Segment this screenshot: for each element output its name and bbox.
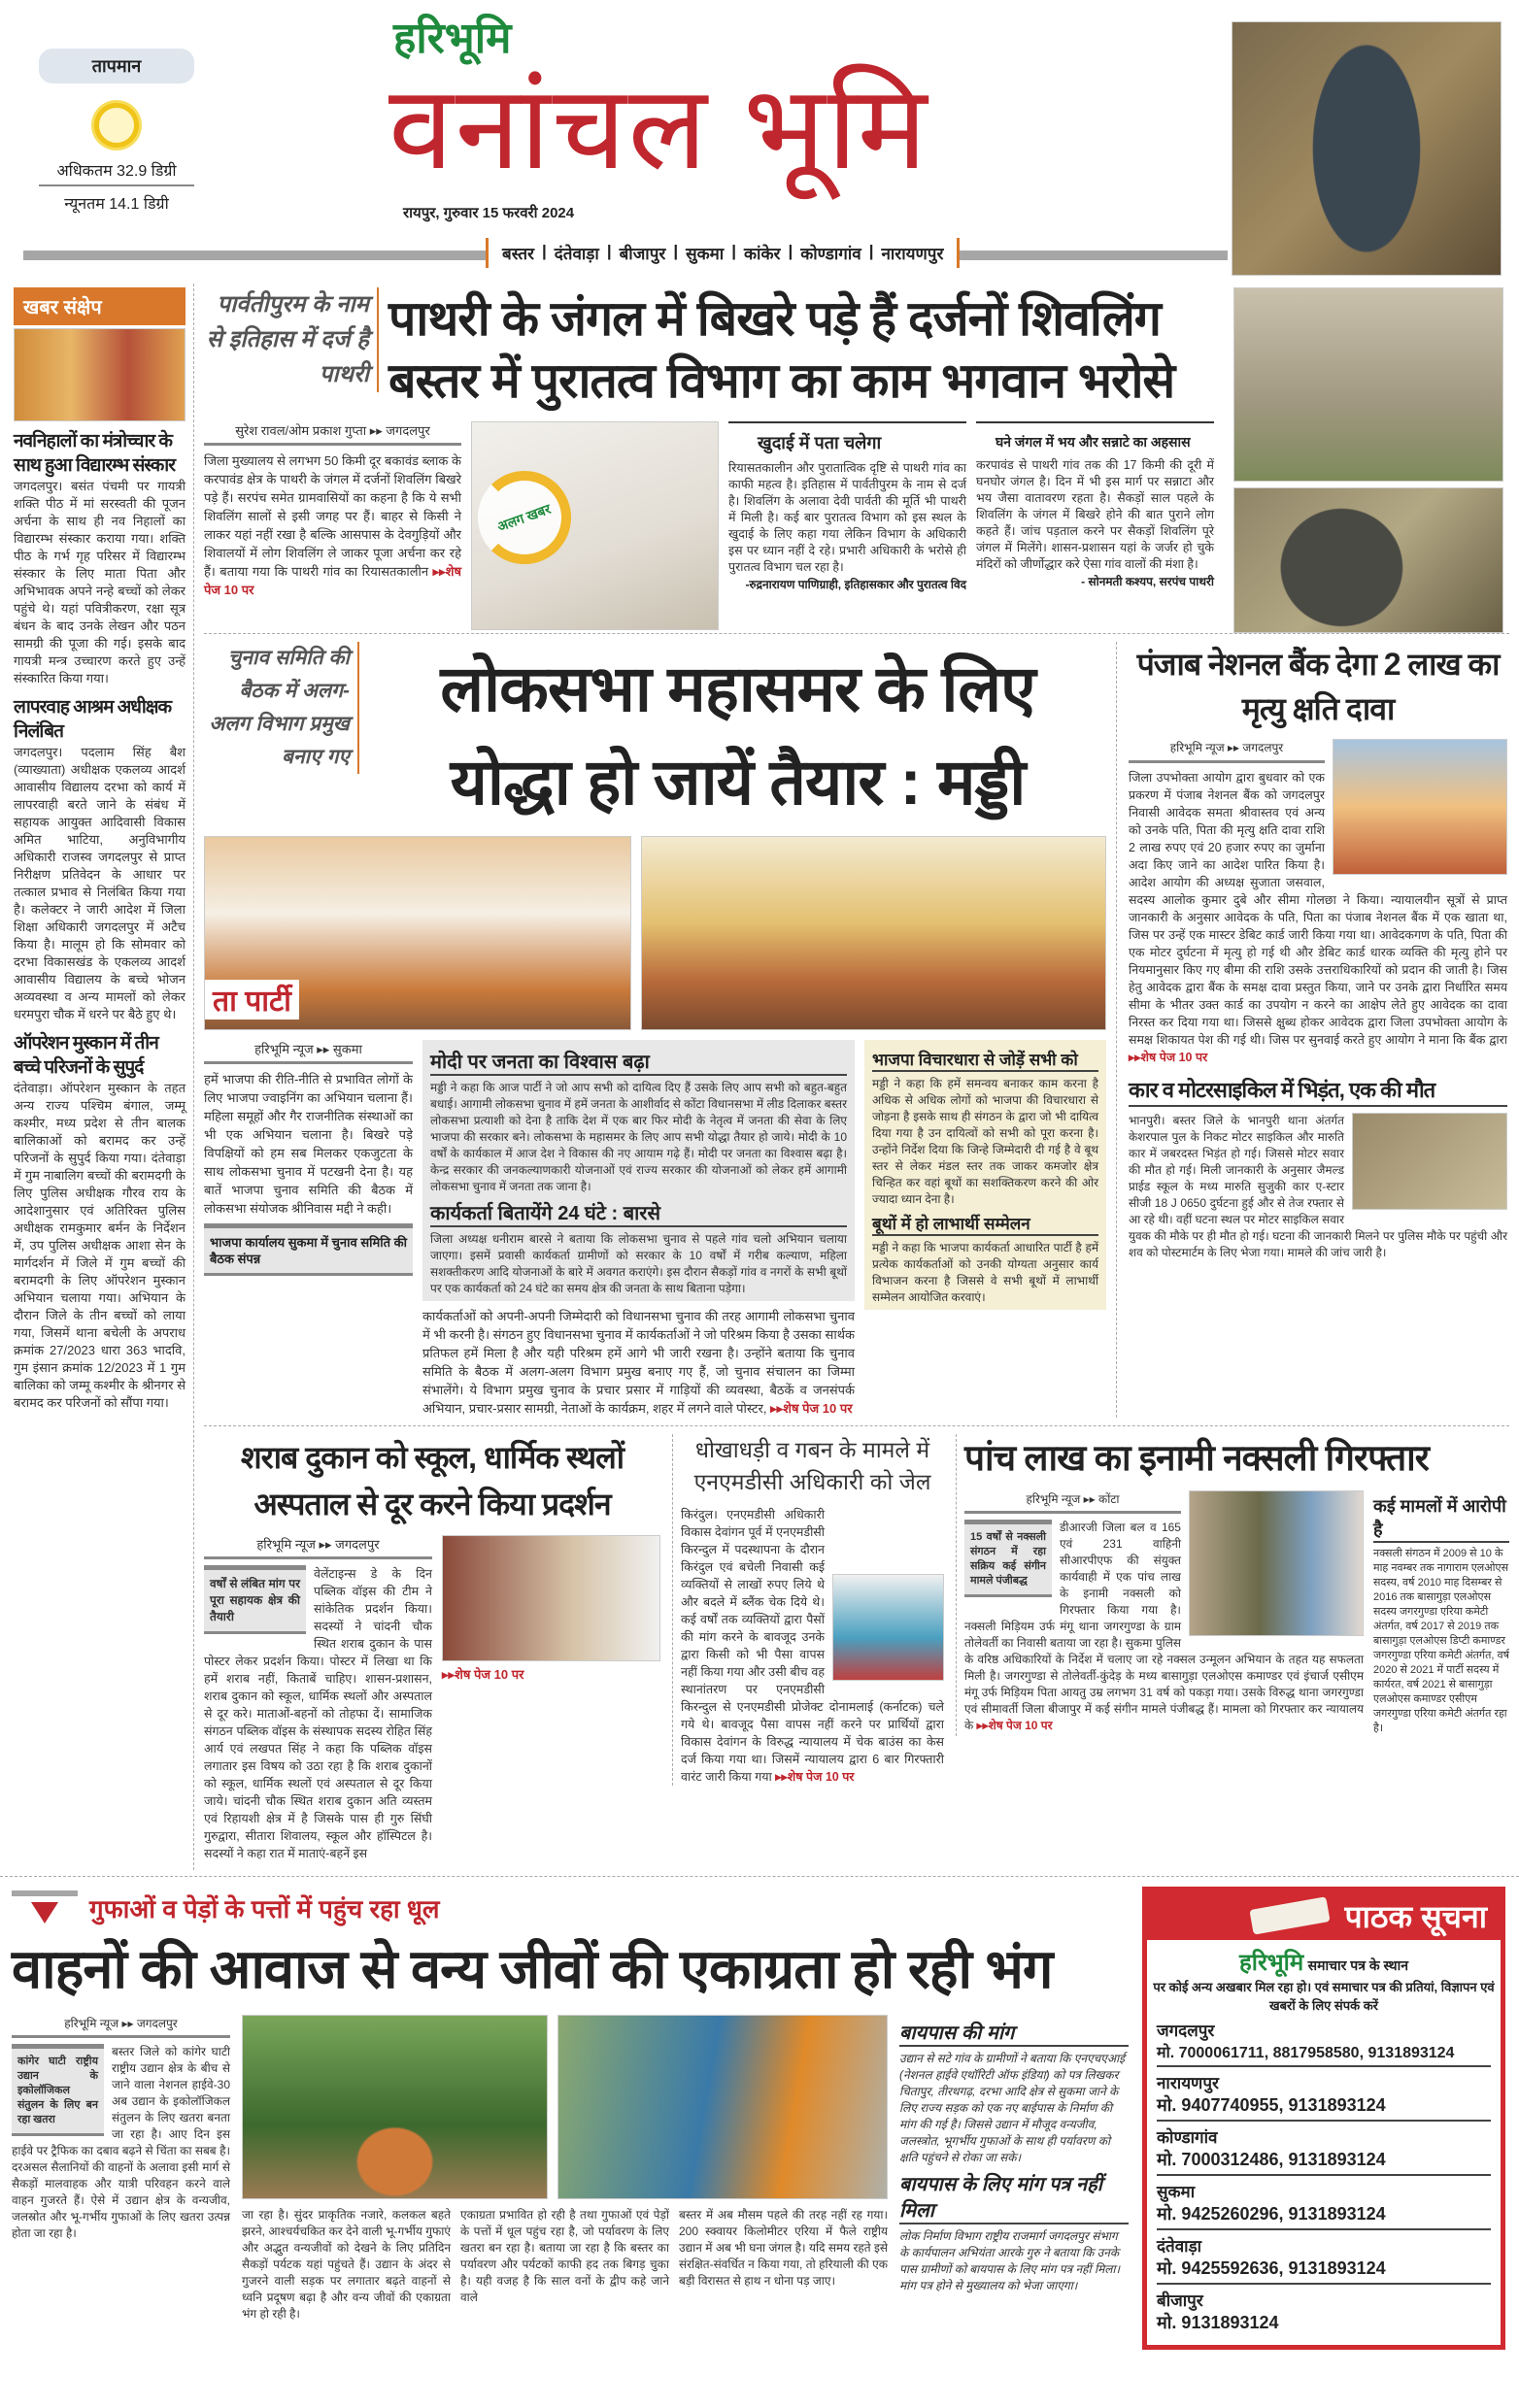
continued-link[interactable]: ▸▸शेष पेज 10 पर [442,1667,524,1682]
chevron-down-icon [31,1902,58,1923]
reader-notice-box [1142,1887,1505,2350]
box-title: कार्यकर्ता बितायेंगे 24 घंटे : बारसे [430,1199,847,1227]
story-body: भानपुरी। बस्तर जिले के भानपुरी थाना अंतर्गत केशरपाल पुल के निकट मोटर साइकिल और मारुति कार में जबरदस्त भिड़ंत हो गई। जिससे मोटर सवार की मौत हो गई। मिली जानकारी के अनुसार जैमल्ड प्राईड स्कूल के मध्य मारुति सुजुकी कार ए-स्टार सीजी 18 J 0650 दुर्घटना हुई और से तेज रफ्तार से आ रहे थी। वहीं घटना स्थल पर मोटर साइकिल सवार युवक की मौके पर ही मौत हो गई। घटना की जानकारी मिलने पर पुलिस मौके पर पहुंची और शव को पोस्टमार्टम के लिए भेजा गया। मामले की जांच जारी है। [1129,1114,1507,1259]
newspaper-icon [1250,1896,1331,1934]
officer-photo [832,1574,944,1681]
national-park-gate-photo [242,2015,548,2199]
notice-title: पाठक सूचना [1344,1898,1487,1934]
naxal-headline: पांच लाख का इनामी नक्सली गिरफ्तार [964,1438,1429,1478]
shivling-photo [1233,287,1503,482]
meeting-crowd-photo [641,836,1106,1030]
protest-photo [442,1535,660,1661]
quote-box [728,421,966,592]
box-text: लोक निर्माण विभाग राष्ट्रीय राजमार्ग जगदलपुर संभाग के कार्यपालन अभियंता आरके गुरु ने बताया कि उनके पास ग्रामीणों को बायपास के लिए मांग पत्र नहीं मिला। मांग पत्र होने से मुख्यालय को भेजा जाएगा। [899,2229,1121,2292]
box-text: नक्सली संगठन में 2009 से 10 के माह नवम्बर तक नागाराम एलओएस सदस्य, वर्ष 2010 माह दिसम्बर से 2016 तक बासागुड़ा एलओएस सदस्य जगरगुण्डा एरिया कमेटी अंतर्गत, वर्ष 2017 से 2019 तक बासागुड़ा एलओएस डिप्टी कमाण्डर जगरगुण्डा एरिया कमेटी अंतर्गत, वर्ष 2020 से 2021 में पार्टी सदस्य में कार्यरत, वर्ष 2021 से बासागुड़ा एलओएस कमाण्डर एसीएम जगरगुण्डा एरिया कमेटी अंतर्गत रहा है। [1373,1548,1509,1734]
contact-phone[interactable]: मो. 9407740955, 9131893124 [1157,2093,1491,2122]
story-body: जगदलपुर। बसंत पंचमी पर गायत्री शक्ति पीठ में मां सरस्वती की पूजन अर्चना के साथ ही नव निहालों का विद्यारम्भ संस्कार कराया गया। शक्ति पीठ के गर्भ गृह परिसर में विद्यारम्भ संस्कार के लिए माता पिता और अभिभावक अपने नन्हे बच्चों को लेकर पहुंचे थे। यहां पवित्रीकरण, रक्षा सूत्र बंधन के बाद उनके लेखन और पठन सामग्री की पूजा की गई। इसके बाद गायत्री मन्त्र उच्चारण करते हुए उन्हें संस्कारित किया गया। [14,479,186,686]
highway-trucks-photo [557,2015,888,2199]
story-body: जिला मुख्यालय से लगभग 50 किमी दूर बकावंड ब्लाक के करपावंड क्षेत्र के पाथरी के जंगल में दर्जनों शिवलिंग बिखरे पड़े हैं। सरपंच समेत ग्रामवासियों का कहना है कि ये सभी शिवलिंग सालों से इसी जगह पर हैं। बाहर से किसी ने लाकर यहां नहीं रखा है बल्कि आसपास के देवगुड़ियों और शिवालयों में लोग शिवलिंग ले जाकर पूजा अर्चना कर रहे हैं। बताया गया कि पाथरी गांव का रियासतकालीन [204,453,461,579]
box-title: बायपास की मांग [899,2019,1129,2047]
masthead-title: वनांचल भूमि [388,63,929,193]
lead-headline-1: लोकसभा महासमर के लिए [440,652,1035,724]
masthead [0,0,1519,284]
story-body: डीआरजी जिला बल व 165 एवं 231 वाहिनी सीआरपीएफ की संयुक्त कार्यवाही में एक पांच लाख के इनामी नक्सली को गिरफ्तार किया गया है। नक्सली मिड़ियम उर्फ मंगू थाना जगरगुण्डा के ग्राम तोलेवर्ती का निवासी बताया जा रहा है। सुकमा पुलिस के वरिष्ठ अधिकारियों के निर्देश में चलाए जा रहे नक्सल उन्मूलन अभियान के तहत यह सफलता मिली है। जगरगुण्डा से तोलेवर्ती-कुंदेड़ के मध्य बासागुड़ा एलओएस कमाण्डर एवं इंचार्ज एसीएम मंगू उर्फ मिड़ियम पिता आयतु उम्र लगभग 31 वर्ष को पकड़ा गया। उसके विरुद्ध थाना जगरगुण्डा एवं सीमावर्ती जिला बीजापुर में कई संगीन मामले पंजीबद्ध हैं। मामला को गिरफ्तार कर न्यायालय के [964,1521,1364,1732]
box-title: कई मामलों में आरोपी है [1373,1494,1509,1543]
story-body: एकाग्रता प्रभावित हो रही है तथा गुफाओं एवं पेड़ों के पत्तों में धूल पहुंच रहा है, जो पर्यावरण के लिए खतरा बन रहा है। बताया जा रहा है कि बस्तर का पर्यावरण और पर्यटकों काफी हद तक बिगड़ चुका है। यही वजह है कि साल वनों के द्वीप कहे जाने वाले [460,2208,669,2304]
notice-intro: पर कोई अन्य अखबार मिल रहा हो। एवं समाचार पत्र की प्रतियां, विज्ञापन एवं खबरों के लिए संपर्क करें [1153,1980,1495,2013]
contact-city: कोण्डागांव [1157,2128,1218,2147]
story-body: बस्तर में अब मौसम पहले की तरह नहीं रह गया। 200 स्क्वायर किलोमीटर एरिया में फैले राष्ट्रीय उद्यान में अब भी घना जंगल है। यदि समय रहते इसे संरक्षित-संवर्धित न किया गया, तो हरियाली की एक बड़ी विरासत से हाथ न धोना पड़ जाए। [679,2208,888,2288]
nmdc-headline: धोखाधड़ी व गबन के मामले में एनएमडीसी अधिकारी को जेल [693,1437,931,1494]
district-link[interactable]: बस्तर [502,245,534,263]
district-link[interactable]: बीजापुर [619,245,666,263]
highlight-box: कांगेर घाटी राष्ट्रीय उद्यान के इकोलॉजिकल संतुलन के लिए बन रहा खतरा [12,2044,104,2136]
accident-photo [1352,1113,1507,1210]
quote-text: रियासतकालीन और पुरातात्विक दृष्टि से पाथरी गांव का काफी महत्व है। इतिहास में पार्वतीपुरम के नाम से दर्ज है। शिवलिंग के अलावा देवी पार्वती की मूर्ति भी पाथरी में मिली है। कई बार पुरातत्व विभाग को इस स्थल के खुदाई के लिए कहा गया लेकिन विभाग के अधिकारी इस पर ध्यान नहीं दे रहे। प्रभारी अधिकारी के भरोसे ही पुरातत्व विभाग चल रहा है। [728,461,966,574]
story-photo [14,328,186,421]
contact-phone[interactable]: मो. 7000312486, 9131893124 [1157,2148,1491,2176]
photo-caption: ता पार्टी [205,980,299,1020]
highlight-box: 15 वर्षों से नक्सली संगठन में रहा सक्रिय कई संगीन मामले पंजीबद्ध [964,1520,1052,1597]
arrested-naxal-photo [1189,1490,1364,1636]
notice-brand: हरिभूमि [1239,1950,1304,1976]
byline: हरिभूमि न्यूज ▸▸ कोंटा [964,1490,1181,1514]
byline: हरिभूमि न्यूज ▸▸ जगदलपुर [1129,739,1325,763]
quote-author: - सोनमती कश्यप, सरपंच पाथरी [1081,575,1214,588]
story-headline: ऑपरेशन मुस्कान में तीन बच्चे परिजनों के सुपुर्द [14,1033,158,1078]
box-text: जिला अध्यक्ष धनीराम बारसे ने बताया कि लोकसभा चुनाव से पहले गांव चलो अभियान चलाया जाएगा। इसमें प्रवासी कार्यकर्ता ग्रामीणों को सरकार के 10 वर्षों में गरीब कल्याण, महिला सशक्तीकरण आदि योजनाओं के बारे में अवगत कराएंगे। इस दौरान सैकड़ों गांव व नगरों के सभी बूथों पर एक कार्यकर्ता को 24 घंटे का समय क्षेत्र की जनता के साथ बिताना पड़ेगा। [430,1232,847,1295]
quote-title: खुदाई में पता चलेगा [728,421,966,460]
district-link[interactable]: सुकमा [686,245,725,263]
contact-city: जगदलपुर [1157,2022,1215,2040]
highlight-box: भाजपा कार्यालय सुकमा में चुनाव समिति की बैठक संपन्न [204,1223,413,1276]
shivling-photo [1233,487,1503,633]
story-headline: नवनिहालों का मंत्रोच्चार के साथ हुआ विद्यारम्भ संस्कार [14,431,175,476]
contact-city: नारायणपुर [1157,2074,1219,2092]
continued-link[interactable]: ▸▸शेष पेज 10 पर [770,1401,853,1416]
district-link[interactable]: नारायणपुर [881,245,944,263]
lead-side-note: चुनाव समिति की बैठक में अलग-अलग विभाग प्रमुख बनाए गए [204,642,359,774]
liquor-headline: शराब दुकान को स्कूल, धार्मिक स्थलों अस्पताल से दूर करने किया प्रदर्शन [240,1440,624,1522]
quote-title: घने जंगल में भय और सन्नाटे का अहसास [976,421,1214,457]
story-body: जगदलपुर। पदलाम सिंह बैश (व्याख्याता) अधीक्षक एकलव्य आदर्श आवासीय विद्यालय दरभा को कार्य में लापरवाही बरते जाने के संबंध में सहायक आयुक्त आदिवासी विकास अमित भाटिया, अनुविभागीय अधिकारी राजस्व जगदलपुर से प्राप्त निरीक्षण प्रतिवेदन के आधार पर तत्काल प्रभाव से निलंबित किया गया है। कलेक्टर ने जारी आदेश में जिला शिक्षा अधिकारी जगदलपुर में अटैच किया है। मालूम हो कि सोमवार को दरभा विकासखंड के एकलव्य आदर्श आवासीय विद्यालय के बच्चे भोजन अव्यवस्था व अन्य मामलों को लेकर धरमपुरा चौक में धरने पर बैठे हुए थे। [14,745,186,1021]
sun-icon [94,103,139,148]
story-body: दंतेवाड़ा। ऑपरेशन मुस्कान के तहत अन्य राज्य पश्चिम बंगाल, जम्मू कश्मीर, मध्य प्रदेश से तीन बालक बालिकाओं को बरामद कर उन्हें परिजनों के सुपुर्द किया गया। दंतेवाड़ा में गुम नाबालिग बच्चों की बरामदगी के लिए पुलिस अधीक्षक गौरव राय के आदेशानुसार एवं अतिरिक्त पुलिस अधीक्षक रामकुमार बर्मन के निर्देशन में, उप पुलिस अधीक्षक आशा सेन के मार्गदर्शन में जिले में गुम बच्चों की बरामदगी के लिए ऑपरेशन मुस्कान अभियान चलाया गया। अभियान के दौरान जिले के तीन बच्चों को लाया गया, जिसमें थाना बचेली के अपराध क्रमांक 27/2023 धारा 363 भादवि, गुम इंसान क्रमांक 12/2023 में 1 गुम बालिका को जम्मू कश्मीर के श्रीनगर से बरामद कर परिजनों को सौंपा गया। [14,1081,186,1410]
consumer-court-photo [1333,739,1507,875]
box-text: मड्डी ने कहा कि आज पार्टी ने जो आप सभी को दायित्व दिए हैं उसके लिए आप सभी को बहुत-बहुत बधाई। आगामी लोकसभा चुनाव में हमें जनता के आशीर्वाद से कोंटा विधानसभा में लीड दिलाकर बस्तर लोकसभा प्रत्याशी को देना है ताकि देश में एक बार फिर मोदी के नेतृत्व में जनता की सेवा के लिए भाजपा की सरकार बने। लोकसभा के महासमर के लिए आप सभी योद्धा तैयार हो जाये। मोदी के 10 वर्षों के कार्यकाल में आज देश ने विकास की नए आयाम गढ़े हैं। मोदी पर जनता का विश्वास बढ़ा है। केन्द्र सरकार की जनकल्याणकारी योजनाओं एवं राज्य सरकार की योजनाओं को लेकर हमें आगामी लोकसभा चुनाव में जनता तक जाना है। [430,1081,847,1193]
quote-box [976,421,1214,589]
contact-city: बीजापुर [1157,2291,1203,2310]
story-headline: लापरवाह आश्रम अधीक्षक निलंबित [14,697,172,742]
byline: हरिभूमि न्यूज ▸▸ जगदलपुर [204,1535,432,1559]
top-headline-1: पाथरी के जंगल में बिखरे पड़े हैं दर्जनों शिवलिंग [388,291,1161,346]
contact-city: सुकमा [1157,2183,1196,2201]
alag-khabar-stamp [478,471,571,564]
top-headline-2: बस्तर में पुरातत्व विभाग का काम भगवान भरोसे [388,353,1175,408]
contact-city: दंतेवाड़ा [1157,2237,1202,2256]
highlight-box: वर्षों से लंबित मांग पर पूरा सहायक क्षेत्र की तैयारी [204,1565,306,1634]
continued-link[interactable]: ▸▸शेष पेज 10 पर [976,1719,1053,1732]
contact-phone[interactable]: मो. 7000061711, 8817958580, 9131893124 [1157,2041,1491,2067]
max-temp: अधिकतम 32.9 डिग्री [39,159,194,186]
accident-headline: कार व मोटरसाइकिल में भिड़ंत, एक की मौत [1129,1076,1507,1107]
box-title: बायपास के लिए मांग पत्र नहीं मिला [899,2170,1129,2224]
left-column [14,284,194,1870]
stamp-text: अलग खबर [495,500,554,534]
story-body: जा रहा है। सुंदर प्राकृतिक नजारे, कलकल बहते झरने, आश्चर्यचकित कर देने वाली भू-गर्भीय गुफाएं और अद्भुत वन्यजीवों को देखने के लिए प्रतिदिन सैकड़ों पर्यटक यहां पहुंचते हैं। उद्यान के अंदर से गुजरने वाली सड़क पर लगातार बढ़ते वाहनों से ध्वनि प्रदूषण बढ़ा है और वन्य जीवों की एकाग्रता भंग हो रही है। [242,2208,451,2321]
meeting-photo [204,836,631,1030]
down-arrow-icon [12,1890,78,1896]
story-body: जिला उपभोक्ता आयोग द्वारा बुधवार को एक प्रकरण में पंजाब नेशनल बैंक को जगदलपुर निवासी आवेदक समता श्रीवास्तव एवं अन्य को उनके पति, पिता की मृत्यु क्षति दावा राशि 2 लाख रुपए एवं 20 हजार रुपए का जुर्माना अदा किए जाने का आदेश पारित किया है। आदेश आयोग की अध्यक्ष सुजाता जसवाल, सदस्य आलोक कुमार दुबे और सीमा गोलछा ने किया। न्यायालयीन सूत्रों से प्राप्त जानकारी के अनुसार आवेदक के पति, पिता का पंजाब नेशनल बैंक में एक खाता था, जिस पर उन्हें एक मास्टर डेबिट कार्ड जारी किया गया था। आवेदकगण के पति, पिता की एक मोटर दुर्घटना में मृत्यु हो गई थी और डेबिट कार्ड धारक व्यक्ति की मृत्यु होने पर नियमानुसार किए गए बीमा की राशि उसके उत्तराधिकारियों को प्रदान की जाती है। जिस हेतु आवेदक द्वारा बैंक के समक्ष दावा प्रस्तुत किया, जाने पर उनके द्वारा निर्धारित समय सीमा के भीतर उक्त कार्ड का उपयोग न करने का आक्षेप लेते हुए आवेदक का दावा निरस्त कर दिया गया था। जिससे क्षुब्ध होकर आवेदक द्वारा जिला उपभोक्ता आयोग के समक्ष शिकायत पेश की गई थी। जिस पर सुनवाई करते हुए आयोग ने माना कि बैंक द्वारा [1129,771,1507,1047]
top-side-note: पार्वतीपुरम के नाम से इतिहास में दर्ज है पाथरी [204,287,379,392]
shivling-room-photo [471,421,719,630]
quote-author: -रुद्रनारायण पाणिग्राही, इतिहासकार और पुरातत्व विद [745,578,966,591]
box-text: मड्डी ने कहा कि हमें समन्वय बनाकर काम करना है अधिक से अधिक लोगों को भाजपा की विचारधारा से जोड़ना है इसके साथ ही संगठन के द्वारा जो भी दायित्व दिया गया है उन दायित्वों को सभी को पूरा करना है। उन्होंने निर्देश दिया कि जिन्हे जिम्मेदारी दी गई है वे बूथ स्तर से लेकर मंडल स्तर तक जाकर कमजोर क्षेत्र चिन्हित कर वहां बूथों का सशक्तिकरण करने की ओर ज्यादा ध्यान देना है। [872,1077,1098,1206]
notice-intro: समाचार पत्र के स्थान [1307,1957,1408,1973]
continued-link[interactable]: ▸▸शेष पेज 10 पर [1129,1051,1208,1064]
shivling-photo [1232,21,1502,276]
box-text: मड्डी ने कहा कि भाजपा कार्यकर्ता आधारित पार्टी है हमें प्रत्येक कार्यकर्ताओं को उनकी योग्यता अनुसार कार्य विभाजन करना है जिससे वे सभी बूथों में लाभार्थी सम्मेलन आयोजित करवाएं। [872,1241,1098,1304]
story-body: कार्यकर्ताओं को अपनी-अपनी जिम्मेदारी को विधानसभा चुनाव की तरह आगामी लोकसभा चुनाव में भी करनी है। संगठन हुए विधानसभा चुनाव में कार्यकर्ताओं ने जो परिश्रम किया है उसका सार्थक प्रतिफल हमें मिला है और यही परिश्रम हमें आगे भी जारी रखना है। उन्होंने बताया कि चुनाव समिति के बैठक में अलग-अलग विभाग प्रमुख बनाए गए हैं, जो चुनाव संचालन का जिम्मा संभालेंगे। ये विभाग प्रमुख चुनाव के प्रचार प्रसार में गाड़ियों की व्यवस्था, बैठकें व जनसंपर्क अभियान, प्रचार-प्रसार सामग्री, नेताओं के कार्यक्रम, शहर में लगने वाले पोस्टर, [422,1309,855,1416]
weather-box [39,49,194,214]
district-link[interactable]: कोण्डागांव [800,245,861,263]
byline: हरिभूमि न्यूज ▸▸ जगदलपुर [12,2015,230,2038]
story-body: वेलेंटाइन्स डे के दिन पब्लिक वॉइस की टीम ने सांकेतिक प्रदर्शन किया। सदस्यों ने चांदनी चौक स्थित शराब दुकान के पास पोस्टर लेकर प्रदर्शन किया। पोस्टर में लिखा था कि हमें शराब नहीं, किताबें चाहिए। शासन-प्रशासन, शराब दुकान को स्कूल, धार्मिक स्थलों और अस्पताल से दूर करे। माताओं-बहनों को तोहफा दें। सामाजिक संगठन पब्लिक वॉइस के संस्थापक सदस्य रोहित सिंह आर्य एवं लखपत सिंह ने कहा कि पब्लिक वॉइस लगातार इस विषय को उठा रहा है कि शराब दुकानों को स्कूल, धार्मिक स्थलों एवं अस्पताल से दूर किया जाये। चांदनी चौक स्थित शराब दुकान अति व्यस्तम एवं रिहायशी क्षेत्र में है जिसके पास ही गुरु सिंघी गुरुद्वारा, सीतारा शिवालय, स्कूल और हॉस्पिटल है। सदस्यों ने कहा रात में माताएं-बहनें इस [204,1567,432,1860]
byline: सुरेश रावल/ओम प्रकाश गुप्ता ▸▸ जगदलपुर [204,421,461,446]
dateline: रायपुर, गुरुवार 15 फरवरी 2024 [403,204,580,223]
lead-headline-2: योद्धा हो जायें तैयार : मड्डी [450,746,1026,818]
quote-text: करपावंड से पाथरी गांव तक की 17 किमी की दूरी में घनघोर जंगल है। दिन में भी इस मार्ग पर सन्नाटा और भय जैसा वातावरण रहता है। सैकड़ों साल पहले के शिवलिंग के जंगल में बिखरे होने की बात पुराने लोग कहते हैं। जांच पड़ताल करने पर सैकड़ों शिवलिंग पूरे जंगल में मिलेंगे। शासन-प्रशासन यहां के जर्जर हो चुके मंदिरों को जीर्णोद्धार करे ऐसा गांव वालों की मंशा है। [976,458,1214,571]
story-body: हमें भाजपा की रीति-नीति से प्रभावित लोगों के लिए भाजपा ज्वाइनिंग का अभियान चलाना हैं। महिला समूहों और गैर राजनीतिक संस्थाओं का भी एक अभियान चलाना है। बिखरे पड़े विपक्षियों को हम सब मिलकर एकजुटता के साथ लोकसभा चुनाव में पटखनी देना है। यह बातें भाजपा चुनाव समिति की बैठक में लोकसभा संयोजक श्रीनिवास मद्दी ने कही। [204,1072,413,1216]
district-bar: बस्तर | दंतेवाड़ा | बीजापुर | सुकमा | कांकेर | कोण्डागांव | नारायणपुर [486,238,960,268]
continued-link[interactable]: ▸▸शेष पेज 10 पर [775,1770,855,1784]
district-link[interactable]: दंतेवाड़ा [554,245,599,263]
min-temp: न्यूनतम 14.1 डिग्री [64,196,169,213]
box-title: मोदी पर जनता का विश्वास बढ़ा [430,1048,847,1076]
story-body: किरंदुल। एनएमडीसी अधिकारी विकास देवांगन पूर्व में एनएमडीसी किरन्दुल में पदस्थापना के दौरान किरंदुल एवं बचेली निवासी कई व्यक्तियों से लाखों रुपए लिये थे और बदले में ब्लैंक चेक दिये थे। कई वर्षों तक व्यक्तियों द्वारा पैसों की मांग करने के बावजूद उनके द्वारा किसी को भी पैसा वापस नहीं किया गया और उसी बीच वह स्थानांतरण पर एनएमडीसी किरन्दुल से एनएमडीसी प्रोजेक्ट दोनामलाई (कर्नाटक) चले गये थे। बावजूद पैसा वापस नहीं करने पर प्रार्थियों द्वारा विकास देवांगन के विरुद्ध न्यायालय में चेक बाउंस का केस दर्ज किया गया था। जिसमें न्यायालय द्वारा 6 बार गिरफ्तारी वारंट जारी किया गया [681,1508,944,1784]
box-text: उद्यान से सटे गांव के ग्रामीणों ने बताया कि एनएचएआई (नेशनल हाईवे एथॉरिटी ऑफ इंडिया) को पत्र लिखकर चितापुर, तीरथगढ़, दरभा आदि क्षेत्र से सुकमा जाने के लिए राज्य सड़क को एक नए बाईपास के निर्माण की मांग की गई है। जिससे उद्यान में मौजूद वन्यजीव, जलस्त्रोत, भूगर्भीय गुफाओं के साथ ही पर्यावरण को क्षति पहुंचने से रोका जा सके। [899,2052,1126,2164]
brand-small: हरिभूमि [393,15,512,62]
wildlife-kicker: गुफाओं व पेड़ों के पत्तों में पहुंच रहा धूल [89,1894,440,1923]
story-body: बस्तर जिले को कांगेर घाटी राष्ट्रीय उद्यान क्षेत्र के बीच से जाने वाला नेशनल हाईवे-30 अब उद्यान के इकोलॉजिकल संतुलन के लिए खतरा बनता जा रहा है। आए दिन इस हाईवे पर ट्रैफिक का दबाव बढ़ने से चिंता का सबब है। दरअसल सैलानियों की वाहनों के अलावा इसी मार्ग से सैकड़ों मालवाहक और यात्री परिवहन करने वाले वाहन गुजरते हैं। ऐसे में उद्यान क्षेत्र के वन्यजीव, जलस्रोत और भू-गर्भीय गुफाओं के लिए खतरा उत्पन्न होता जा रहा है। [12,2045,230,2240]
continued-link[interactable]: ▸▸शेष पेज 10 पर [204,564,461,597]
weather-label: तापमान [39,49,194,84]
box-title: भाजपा विचारधारा से जोड़ें सभी को [872,1048,1098,1072]
byline: हरिभूमि न्यूज ▸▸ सुकमा [204,1040,413,1064]
wildlife-headline: वाहनों की आवाज से वन्य जीवों की एकाग्रता हो रही भंग [12,1938,1053,1999]
district-link[interactable]: कांकेर [743,245,781,263]
box-title: बूथों में हो लाभार्थी सम्मेलन [872,1212,1098,1236]
pnb-headline: पंजाब नेशनल बैंक देगा 2 लाख का मृत्यु क्षति दावा [1136,647,1500,726]
contact-phone[interactable]: मो. 9131893124 [1157,2313,1279,2332]
contact-phone[interactable]: मो. 9425260296, 9131893124 [1157,2202,1491,2230]
section-label: खबर संक्षेप [14,287,186,325]
contact-phone[interactable]: मो. 9425592636, 9131893124 [1157,2257,1491,2285]
